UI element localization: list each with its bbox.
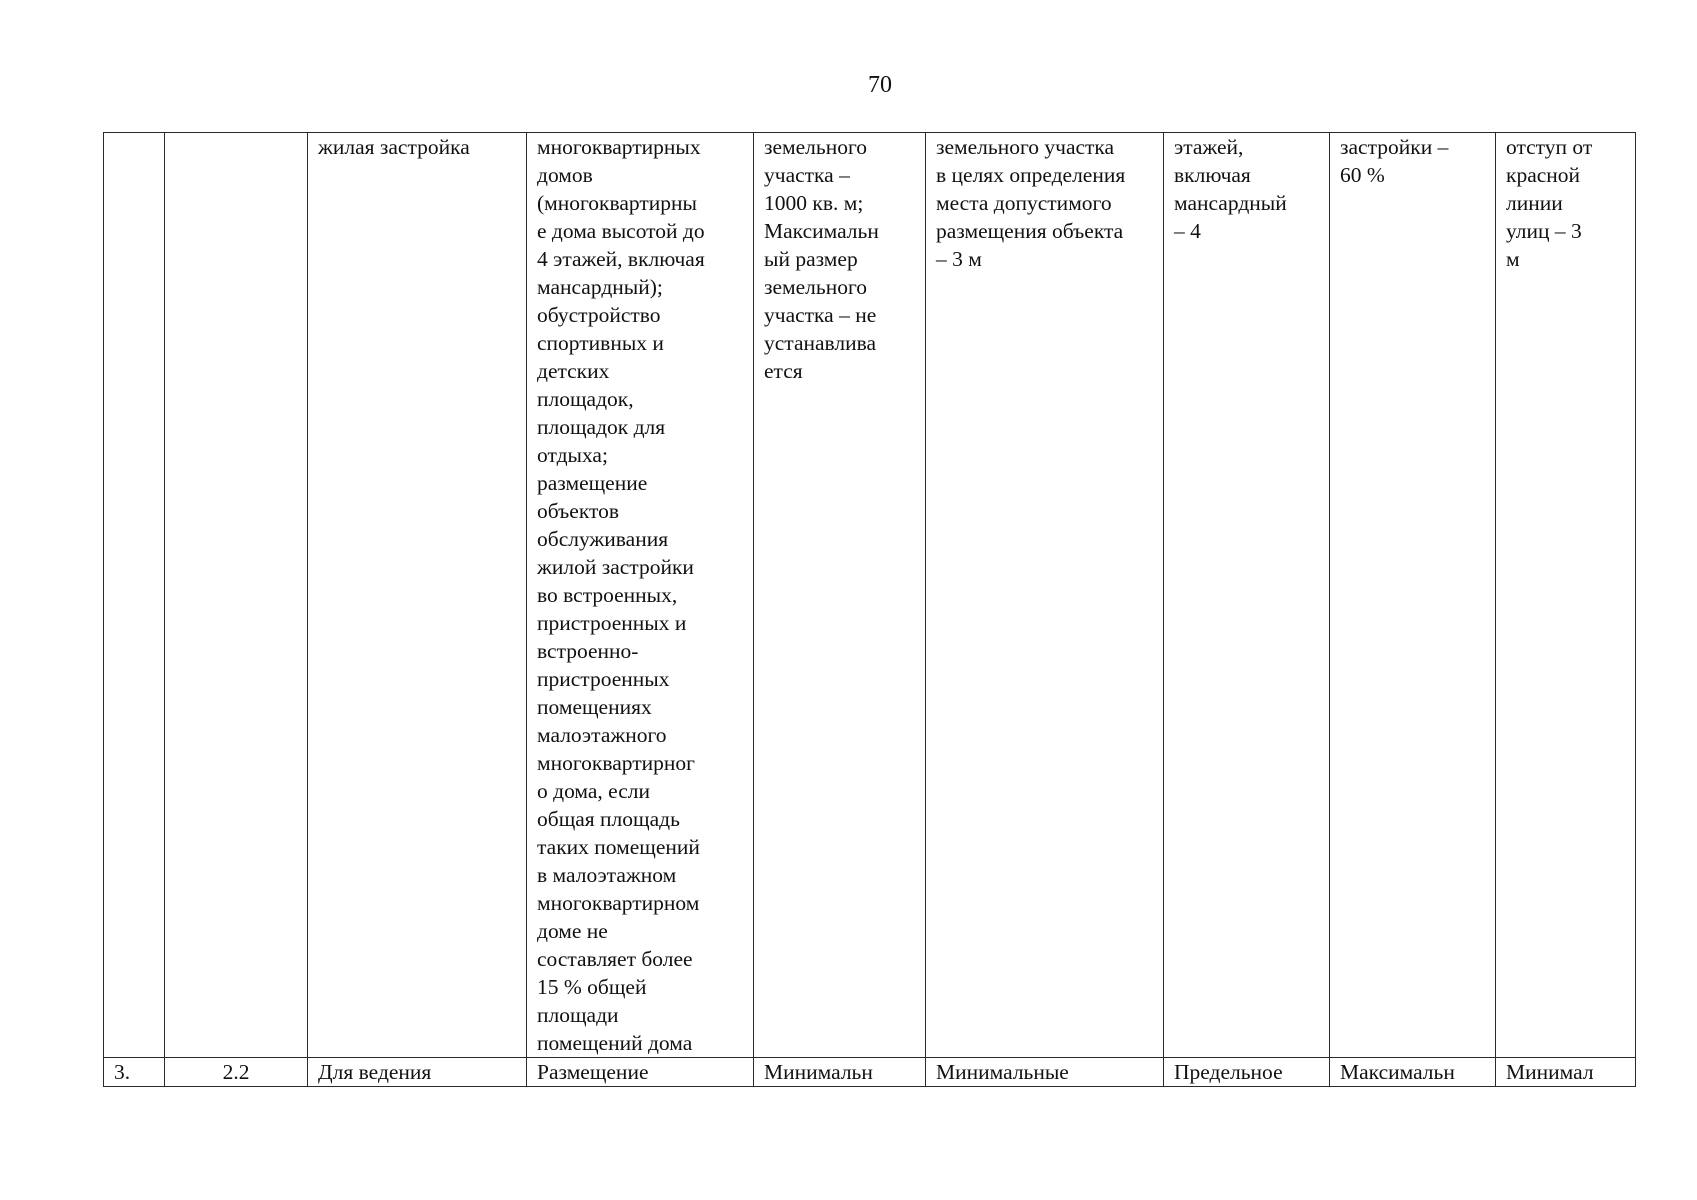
cell-text-line: 15 % общей [537, 975, 647, 999]
cell-text-line: обустройство [537, 303, 661, 327]
cell-text-line: м [1506, 247, 1520, 271]
cell-text-line: ется [764, 359, 803, 383]
cell-text-line: жилой застройки [537, 555, 694, 579]
cell-red-line-setback: Минимал [1496, 1058, 1636, 1087]
cell-text-line: устанавлива [764, 331, 877, 355]
cell-text-line: жилая застройка [318, 135, 470, 159]
cell-text-line: мансардный [1174, 191, 1287, 215]
cell-text-line: ый размер [764, 247, 858, 271]
cell-text-line: Максимальн [764, 219, 879, 243]
cell-text-line: пристроенных и [537, 611, 687, 635]
cell-text-line: размещения объекта [936, 219, 1124, 243]
cell-text-line: таких помещений [537, 835, 700, 859]
cell-red-line-setback [1496, 133, 1636, 1058]
cell-number [104, 133, 165, 1058]
cell-text-line: площадок, [537, 387, 634, 411]
cell-text-line: 1000 кв. м; [764, 191, 864, 215]
cell-plot-size [754, 133, 926, 1058]
cell-code [165, 133, 308, 1058]
cell-text-line: о дома, если [537, 779, 651, 803]
cell-text-line: помещениях [537, 695, 652, 719]
cell-description: Размещение [527, 1058, 754, 1087]
cell-text-line: – 4 [1174, 219, 1201, 243]
cell-text-line: детских [537, 359, 610, 383]
cell-text-line: многоквартирног [537, 751, 695, 775]
cell-text-line: обслуживания [537, 527, 669, 551]
cell-text-line: малоэтажного [537, 723, 667, 747]
cell-text-line: – 3 м [936, 247, 982, 271]
cell-floors [1164, 133, 1330, 1058]
cell-text-line: земельного [764, 135, 868, 159]
cell-text-line: 4 этажей, включая [537, 247, 705, 271]
cell-number: 3. [104, 1058, 165, 1087]
cell-text-line: отдыха; [537, 443, 608, 467]
cell-text-line: во встроенных, [537, 583, 678, 607]
cell-text-line: земельного участка [936, 135, 1115, 159]
cell-text-line: линии [1506, 191, 1563, 215]
cell-floors: Предельное [1164, 1058, 1330, 1087]
cell-text-line: мансардный); [537, 275, 663, 299]
cell-code: 2.2 [165, 1058, 308, 1087]
cell-text-line: помещений дома [537, 1031, 693, 1055]
cell-text-line: улиц – 3 [1506, 219, 1582, 243]
regulations-table [103, 132, 1636, 1087]
cell-text-line: земельного [764, 275, 868, 299]
cell-text-line: составляет более [537, 947, 693, 971]
cell-text-line: многоквартирном [537, 891, 700, 915]
cell-coverage [1330, 133, 1496, 1058]
cell-text-line: отступ от [1506, 135, 1593, 159]
cell-text-line: домов [537, 163, 593, 187]
cell-text-line: в малоэтажном [537, 863, 677, 887]
cell-text-line: места допустимого [936, 191, 1112, 215]
table-row [104, 1058, 1636, 1087]
cell-text-line: (многоквартирны [537, 191, 697, 215]
cell-use-type [308, 133, 527, 1058]
cell-min-setback: Минимальные [926, 1058, 1164, 1087]
cell-text-line: 60 % [1340, 163, 1385, 187]
cell-text-line: встроенно- [537, 639, 639, 663]
cell-plot-size: Минимальн [754, 1058, 926, 1087]
cell-text-line: включая [1174, 163, 1251, 187]
cell-text-line: общая площадь [537, 807, 680, 831]
cell-text-line: е дома высотой до [537, 219, 705, 243]
cell-text-line: участка – не [764, 303, 877, 327]
cell-description [527, 133, 754, 1058]
cell-coverage: Максимальн [1330, 1058, 1496, 1087]
table-row-continuation [104, 133, 1636, 1058]
cell-text-line: объектов [537, 499, 619, 523]
cell-text-line: размещение [537, 471, 648, 495]
cell-min-setback [926, 133, 1164, 1058]
cell-text-line: в целях определения [936, 163, 1126, 187]
cell-text-line: этажей, [1174, 135, 1244, 159]
cell-text-line: спортивных и [537, 331, 664, 355]
cell-text-line: пристроенных [537, 667, 670, 691]
cell-text-line: многоквартирных [537, 135, 701, 159]
cell-text-line: красной [1506, 163, 1581, 187]
cell-text-line: площадок для [537, 415, 666, 439]
cell-use-type: Для ведения [308, 1058, 527, 1087]
cell-text-line: доме не [537, 919, 608, 943]
cell-text-line: участка – [764, 163, 850, 187]
cell-text-line: площади [537, 1003, 619, 1027]
cell-text-line: застройки – [1340, 135, 1449, 159]
page-number: 70 [868, 72, 892, 98]
